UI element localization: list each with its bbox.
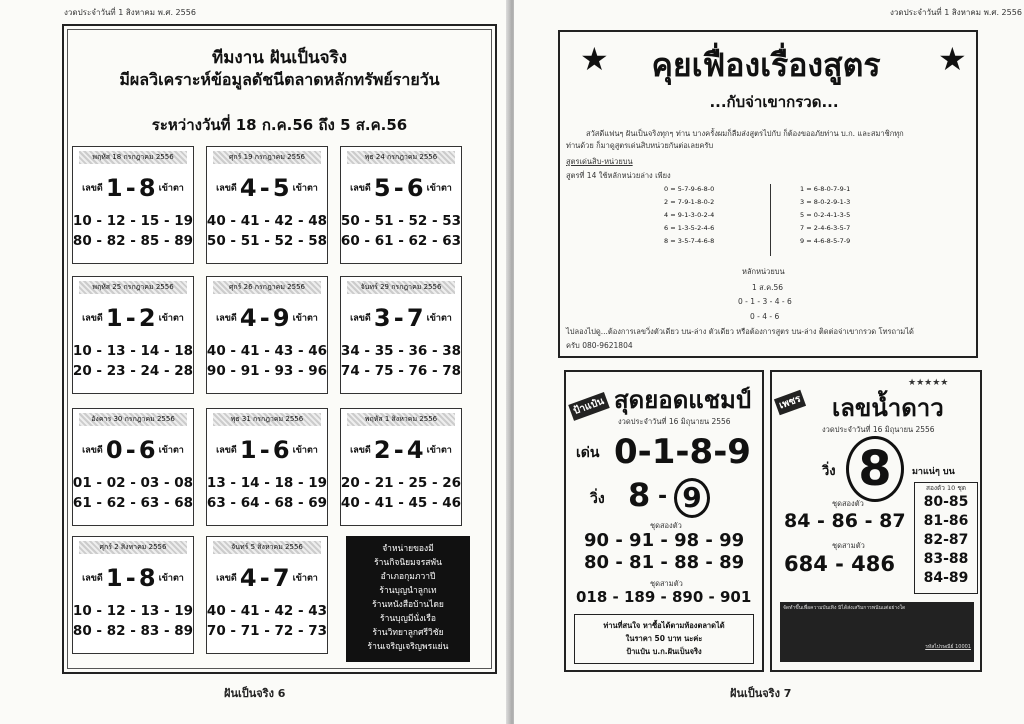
card-pair: เลขดี 1 - 2 เข้าตา <box>82 304 184 332</box>
formula-item: 5 = 0-2-4-1-3-5 <box>800 211 851 219</box>
shop-item: ร้านบุญมีนั่งเรือ <box>380 614 436 624</box>
card-date: อังคาร 30 กรกฎาคม 2556 <box>79 413 187 426</box>
pair-digit-a: 4 <box>239 304 257 332</box>
card-numbers-row: 63 - 64 - 68 - 69 <box>206 495 328 511</box>
side-two-digit-box <box>914 482 978 594</box>
shop-item: ร้านวิทยาลูกศรีวิชัย <box>372 628 444 638</box>
team-title: ทีมงาน ฝันเป็นจริง <box>212 48 347 68</box>
pair-digit-b: 2 <box>138 304 156 332</box>
pair-digit-a: 2 <box>373 436 391 464</box>
pair-suffix: เข้าตา <box>158 183 184 194</box>
analysis-title: มีผลวิเคราะห์ข้อมูลดัชนีตลาดหลักทรัพย์รายวัน <box>119 70 440 89</box>
column-title: คุยเฟื่องเรื่องสูตร <box>651 46 881 84</box>
side-item: 81-86 <box>923 513 969 529</box>
shop-item: อำเภอกุมภวาปี <box>380 572 436 582</box>
side-item: 84-89 <box>923 570 969 586</box>
pair-suffix: เข้าตา <box>292 183 318 194</box>
ad-tag: ป้าแป๋น <box>568 392 609 421</box>
example-heading: หลักหน่วยบน <box>742 267 785 276</box>
card-numbers-row: 74 - 75 - 76 - 78 <box>340 363 462 379</box>
ad-date: งวดประจำวันที่ 16 มิถุนายน 2556 <box>822 425 935 434</box>
formula-item: 4 = 9-1-3-0-2-4 <box>664 211 715 219</box>
intro-text: สวัสดีแฟนๆ ฝันเป็นจริงทุกๆ ท่าน บางครั้งผมก็ลืมส่งสูตรไปกับ ก็ต้องขออภัยท่าน บ.ก. และสมาชิกทุก <box>586 129 904 138</box>
three-digit-row: 018 - 189 - 890 - 901 <box>576 588 752 606</box>
card-pair: เลขดี 1 - 8 เข้าตา <box>82 174 184 202</box>
formula-note: สูตรที่ 14 ใช้หลักหน่วยล่าง เพียง <box>566 171 671 180</box>
pair-digit-a: 1 <box>239 436 257 464</box>
card-numbers-row: 01 - 02 - 03 - 08 <box>72 475 194 491</box>
champion-ad: ป้าแป๋น สุดยอดแชมป์ งวดประจำวันที่ 16 มิถุนายน 2556 เด่น 0-1-8-9 วิ่ง 8 - 9 ชุดสองตัว 90 - 91 - 98 - 99 80 - 81 - 88 - 89 ชุดสามตัว 018 - 189 - 890 - 901 ท่านที่สนใจ หาซื้อได้ตามท้องตลาดได้ ในราคา 50 บาท นะค่ะ ป้าแป๋น บ.ก.ฝันเป็นจริง <box>564 370 764 672</box>
star-icon: ★ <box>938 40 967 78</box>
right-page-footer: ฝันเป็นจริง 7 <box>730 687 792 700</box>
pair-digit-a: 1 <box>105 304 123 332</box>
left-page-header: งวดประจำวันที่ 1 สิงหาคม พ.ศ. 2556 <box>64 8 196 17</box>
pair-suffix: เข้าตา <box>426 183 452 194</box>
pair-prefix: เลขดี <box>216 313 237 324</box>
intro-text-2: ท่านด้วย ก็มาดูสูตรเด่นสิบหน่วยกันต่อเลยครับ <box>566 141 714 150</box>
lead-label: เด่น <box>576 445 600 461</box>
pair-prefix: เลขดี <box>216 183 237 194</box>
card-numbers-row: 13 - 14 - 18 - 19 <box>206 475 328 491</box>
card-numbers-row: 10 - 13 - 14 - 18 <box>72 343 194 359</box>
card-date: พฤหัส 18 กรกฎาคม 2556 <box>79 151 187 164</box>
card-numbers-row: 20 - 21 - 25 - 26 <box>340 475 462 491</box>
example-date: 1 ส.ค.56 <box>752 283 784 292</box>
pair-digit-b: 6 <box>138 436 156 464</box>
pair-digit-b: 6 <box>272 436 290 464</box>
side-item: 80-85 <box>923 494 969 510</box>
two-digit-row: 80 - 81 - 88 - 89 <box>584 552 745 573</box>
card-date: พุธ 31 กรกฎาคม 2556 <box>213 413 321 426</box>
card-numbers-row: 90 - 91 - 93 - 96 <box>206 363 328 379</box>
card-numbers-row: 40 - 41 - 42 - 43 <box>206 603 328 619</box>
card-date: พฤหัส 1 สิงหาคม 2556 <box>347 413 455 426</box>
run-label: วิ่ง <box>822 464 836 479</box>
left-page-footer: ฝันเป็นจริง 6 <box>224 687 286 700</box>
shop-item: ร้านเจริญเจริญพรแย่น <box>367 642 449 652</box>
shop-item: ร้านกิจนิยมจรสพัน <box>374 558 442 568</box>
shop-list <box>346 536 470 662</box>
pair-digit-a: 5 <box>373 174 391 202</box>
shop-item: จำหน่ายของมี <box>382 544 434 554</box>
card-numbers-row: 80 - 82 - 85 - 89 <box>72 233 194 249</box>
formula-item: 2 = 7-9-1-8-0-2 <box>664 198 715 206</box>
pair-suffix: เข้าตา <box>292 445 318 456</box>
pair-digit-b: 7 <box>272 564 290 592</box>
formula-item: 3 = 8-0-2-9-1-3 <box>800 198 851 206</box>
card-pair: เลขดี 4 - 7 เข้าตา <box>216 564 318 592</box>
card-pair: เลขดี 3 - 7 เข้าตา <box>350 304 452 332</box>
ad-title: เลขน้ำดาว <box>832 394 944 422</box>
side-label: สองตัว 10 ชุด <box>926 484 966 492</box>
pair-digit-b: 9 <box>272 304 290 332</box>
card-pair: เลขดี 1 - 8 เข้าตา <box>82 564 184 592</box>
pair-suffix: เข้าตา <box>426 313 452 324</box>
pair-digit-a: 1 <box>105 174 123 202</box>
pair-suffix: เข้าตา <box>158 313 184 324</box>
run-digit-circled: 9 <box>674 478 710 518</box>
run-digit-circled: 8 <box>846 436 904 502</box>
pair-digit-a: 4 <box>239 564 257 592</box>
pair-suffix: เข้าตา <box>158 573 184 584</box>
pair-digit-a: 1 <box>105 564 123 592</box>
example-row-1: 0 - 1 - 3 - 4 - 6 <box>738 297 792 306</box>
card-numbers-row: 61 - 62 - 63 - 68 <box>72 495 194 511</box>
pair-digit-b: 5 <box>272 174 290 202</box>
rating-stars: ★★★★★ <box>908 378 949 388</box>
formula-list-left <box>664 183 714 248</box>
card-numbers-row: 20 - 23 - 24 - 28 <box>72 363 194 379</box>
card-pair: เลขดี 2 - 4 เข้าตา <box>350 436 452 464</box>
side-item: 83-88 <box>923 551 969 567</box>
left-page <box>0 0 510 724</box>
water-number-ad <box>770 370 982 672</box>
card-date: พุธ 24 กรกฎาคม 2556 <box>347 151 455 164</box>
pair-prefix: เลขดี <box>216 573 237 584</box>
two-digit-label: ชุดสองตัว <box>650 521 682 530</box>
phone-text: ครับ 080-9621804 <box>566 341 633 350</box>
card-date: จันทร์ 29 กรกฎาคม 2556 <box>347 281 455 294</box>
pair-suffix: เข้าตา <box>292 313 318 324</box>
formula-item: 6 = 1-3-5-2-4-6 <box>664 224 715 232</box>
formula-divider <box>770 184 771 256</box>
card-numbers-row: 40 - 41 - 45 - 46 <box>340 495 462 511</box>
pair-digit-a: 0 <box>105 436 123 464</box>
ad-tag: เพชร <box>774 390 806 416</box>
pair-prefix: เลขดี <box>350 445 371 456</box>
star-icon: ★ <box>580 40 609 78</box>
formula-item: 1 = 6-8-0-7-9-1 <box>800 185 851 193</box>
right-page-header: งวดประจำวันที่ 1 สิงหาคม พ.ศ. 2556 <box>890 8 1022 17</box>
pair-prefix: เลขดี <box>350 313 371 324</box>
pair-suffix: เข้าตา <box>426 445 452 456</box>
card-numbers-row: 60 - 61 - 62 - 63 <box>340 233 462 249</box>
shop-item: ร้านบุญนำลูกเท <box>379 586 437 596</box>
price-note: ท่านที่สนใจ หาซื้อได้ตามท้องตลาดได้ ในราคา 50 บาท นะค่ะ ป้าแป๋น บ.ก.ฝันเป็นจริง <box>574 614 754 664</box>
three-digit-label: ชุดสามตัว <box>832 541 865 550</box>
formula-item: 0 = 5-7-9-6-8-0 <box>664 185 715 193</box>
formula-list-right <box>800 183 850 248</box>
card-numbers-row: 10 - 12 - 13 - 19 <box>72 603 194 619</box>
example-row-2: 0 - 4 - 6 <box>750 312 780 321</box>
card-pair: เลขดี 1 - 6 เข้าตา <box>216 436 318 464</box>
pair-digit-b: 8 <box>138 174 156 202</box>
three-digit-row: 684 - 486 <box>784 552 896 576</box>
side-item: 82-87 <box>923 532 969 548</box>
right-page <box>514 0 1024 724</box>
shop-item: ร้านหนังสือบ้านไดย <box>372 600 444 610</box>
pair-digit-b: 4 <box>406 436 424 464</box>
pair-prefix: เลขดี <box>350 183 371 194</box>
card-date: ศุกร์ 2 สิงหาคม 2556 <box>79 541 187 554</box>
pair-prefix: เลขดี <box>216 445 237 456</box>
pair-digit-b: 6 <box>406 174 424 202</box>
run-digit: 8 <box>628 476 651 514</box>
formula-item: 9 = 4-6-8-5-7-9 <box>800 237 851 245</box>
card-pair: เลขดี 5 - 6 เข้าตา <box>350 174 452 202</box>
two-digit-row: 90 - 91 - 98 - 99 <box>584 530 745 551</box>
card-numbers-row: 40 - 41 - 42 - 48 <box>206 213 328 229</box>
pair-prefix: เลขดี <box>82 313 103 324</box>
card-date: จันทร์ 5 สิงหาคม 2556 <box>213 541 321 554</box>
formula-item: 7 = 2-4-6-3-5-7 <box>800 224 851 232</box>
formula-heading: สูตรเด่นสิบ-หน่วยบน <box>566 157 633 166</box>
pair-digit-a: 3 <box>373 304 391 332</box>
fine-print: จัดทำขึ้นเพื่อความบันเทิง มิได้ส่งเสริมการพนันแต่อย่างใด รหัสไปรษณีย์ 10001 <box>780 602 974 662</box>
formula-item: 8 = 3-5-7-4-6-8 <box>664 237 715 245</box>
card-numbers-row: 10 - 12 - 15 - 19 <box>72 213 194 229</box>
card-pair: เลขดี 4 - 9 เข้าตา <box>216 304 318 332</box>
card-numbers-row: 70 - 71 - 72 - 73 <box>206 623 328 639</box>
outro-text: ไปลองไปดู...ต้องการเลขวิ่งตัวเดียว บน-ล่าง ตัวเดียว หรือต้องการสูตร บน-ล่าง ติดต่อจ่าเขากรวด โทรถามได้ <box>566 327 914 336</box>
three-digit-label: ชุดสามตัว <box>650 579 683 588</box>
pair-digit-b: 8 <box>138 564 156 592</box>
pair-suffix: เข้าตา <box>158 445 184 456</box>
card-numbers-row: 50 - 51 - 52 - 58 <box>206 233 328 249</box>
ad-title: สุดยอดแชมป์ <box>614 386 752 414</box>
card-pair: เลขดี 4 - 5 เข้าตา <box>216 174 318 202</box>
run-note: มาแน่ๆ บน <box>912 467 955 477</box>
card-date: ศุกร์ 26 กรกฎาคม 2556 <box>213 281 321 294</box>
card-pair: เลขดี 0 - 6 เข้าตา <box>82 436 184 464</box>
lead-numbers: 0-1-8-9 <box>614 432 751 472</box>
card-numbers-row: 34 - 35 - 36 - 38 <box>340 343 462 359</box>
date-range: ระหว่างวันที่ 18 ก.ค.56 ถึง 5 ส.ค.56 <box>151 116 408 134</box>
card-numbers-row: 80 - 82 - 83 - 89 <box>72 623 194 639</box>
two-digit-row: 84 - 86 - 87 <box>784 510 906 532</box>
pair-prefix: เลขดี <box>82 573 103 584</box>
card-date: ศุกร์ 19 กรกฎาคม 2556 <box>213 151 321 164</box>
card-date: พฤหัส 25 กรกฎาคม 2556 <box>79 281 187 294</box>
pair-suffix: เข้าตา <box>292 573 318 584</box>
card-numbers-row: 50 - 51 - 52 - 53 <box>340 213 462 229</box>
card-numbers-row: 40 - 41 - 43 - 46 <box>206 343 328 359</box>
pair-digit-b: 7 <box>406 304 424 332</box>
column-subtitle: ...กับจ่าเขากรวด... <box>709 93 839 111</box>
two-digit-label: ชุดสองตัว <box>832 499 864 508</box>
pair-prefix: เลขดี <box>82 183 103 194</box>
run-label: วิ่ง <box>590 491 605 507</box>
pair-digit-a: 4 <box>239 174 257 202</box>
pair-prefix: เลขดี <box>82 445 103 456</box>
ad-date: งวดประจำวันที่ 16 มิถุนายน 2556 <box>618 417 731 426</box>
